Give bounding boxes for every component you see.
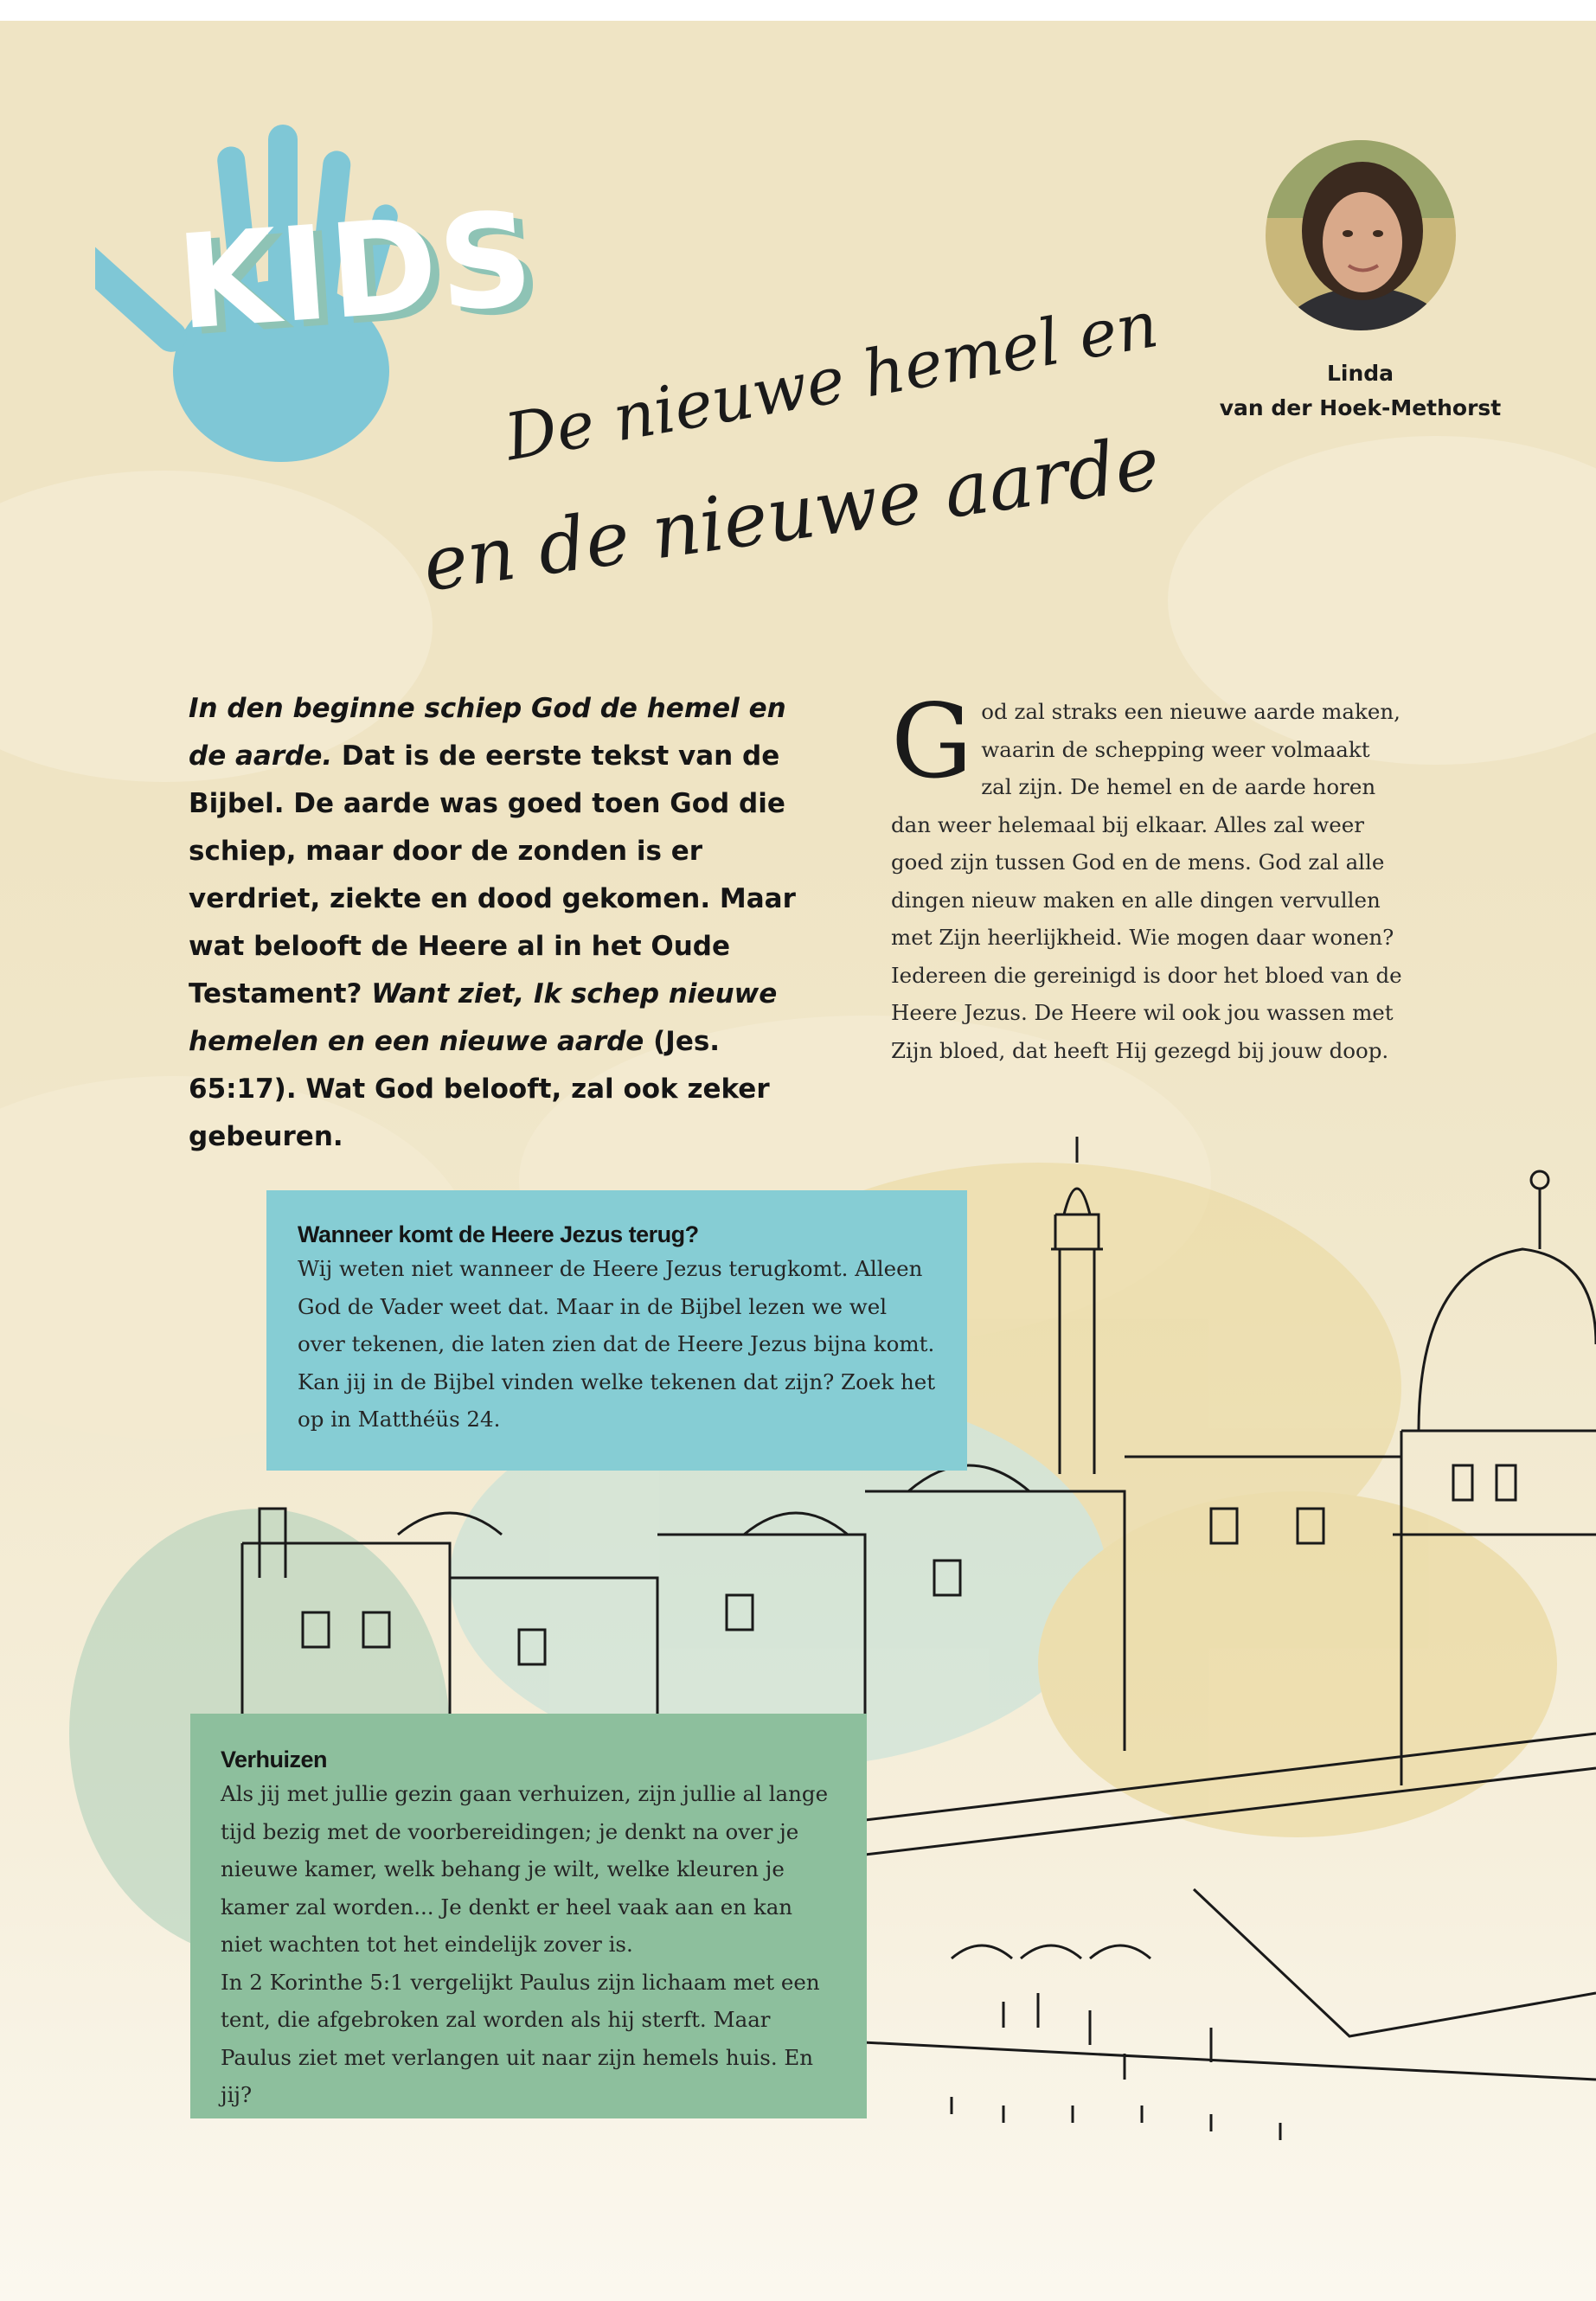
section-label: KIDS (172, 183, 540, 360)
intro-quote-2: Want ziet, Ik schep nieuwe hemelen en een nieuwe aarde (189, 978, 778, 1057)
info-box-return-heading: Wanneer komt de Heere Jezus terug? (298, 1221, 699, 1247)
info-box-moving-text-1: Als jij met jullie gezin gaan verhuizen, zijn jullie al lange tijd bezig met de voorbereidingen; je denkt na over je nieuwe kamer, welk behang je wilt, welke kleuren je kamer zal worden... Je denkt er heel vaak aan en kan niet wachten tot het eindelijk zover is. (221, 1781, 829, 1957)
author-last-name: van der Hoek-Methorst (1219, 395, 1502, 420)
info-box-moving-heading: Verhuizen (221, 1747, 328, 1772)
info-box-moving (190, 1714, 867, 2118)
title-line-2: en de nieuwe aarde (418, 420, 1165, 609)
magazine-page (0, 21, 1596, 2301)
info-box-moving-text-2: In 2 Korinthe 5:1 vergelijkt Paulus zijn lichaam met een tent, die afgebroken zal worden als hij sterft. Maar Paulus ziet met verlangen uit naar zijn hemels huis. En jij? (221, 1969, 820, 2107)
drop-cap: G (891, 682, 973, 801)
intro-text-2: (Jes. 65:17). Wat God belooft, zal ook zeker gebeuren. (189, 1026, 770, 1152)
author-first-name: Linda (1326, 361, 1394, 386)
intro-quote-1: In den beginne schiep God de hemel en de aarde. (189, 693, 786, 772)
info-box-return-text: Wij weten niet wanneer de Heere Jezus terugkomt. Alleen God de Vader weet dat. Maar in de Bijbel lezen we wel over tekenen, die laten zien dat de Heere Jezus bijna komt. Kan jij in de Bijbel vinden welke tekenen dat zijn? Zoek het op in Matthéüs 24. (298, 1256, 936, 1432)
title-line-1: De nieuwe hemel en (499, 286, 1163, 476)
intro-text-1: Dat is de eerste tekst van de Bijbel. De aarde was goed toen God die schiep, maar door de zonden is er verdriet, ziekte en dood gekomen. Maar wat belooft de Heere al in het Oude Testament? (189, 740, 796, 1009)
body-text: od zal straks een nieuwe aarde maken, waarin de schepping weer volmaakt zal zijn. De hemel en de aarde horen dan weer helemaal bij elkaar. Alles zal weer goed zijn tussen God en de mens. God zal alle dingen nieuw maken en alle dingen vervullen met Zijn heerlijkheid. Wie mogen daar wonen? Iedereen die gereinigd is door het bloed van de Heere Jezus. De Heere wil ook jou wassen met Zijn bloed, dat heeft Hij gezegd bij jouw doop. (891, 699, 1402, 1063)
intro-paragraph (189, 685, 829, 1161)
author-name (1198, 356, 1522, 426)
author-photo (1266, 140, 1456, 330)
body-paragraph (891, 682, 1406, 1069)
info-box-return (266, 1190, 967, 1471)
